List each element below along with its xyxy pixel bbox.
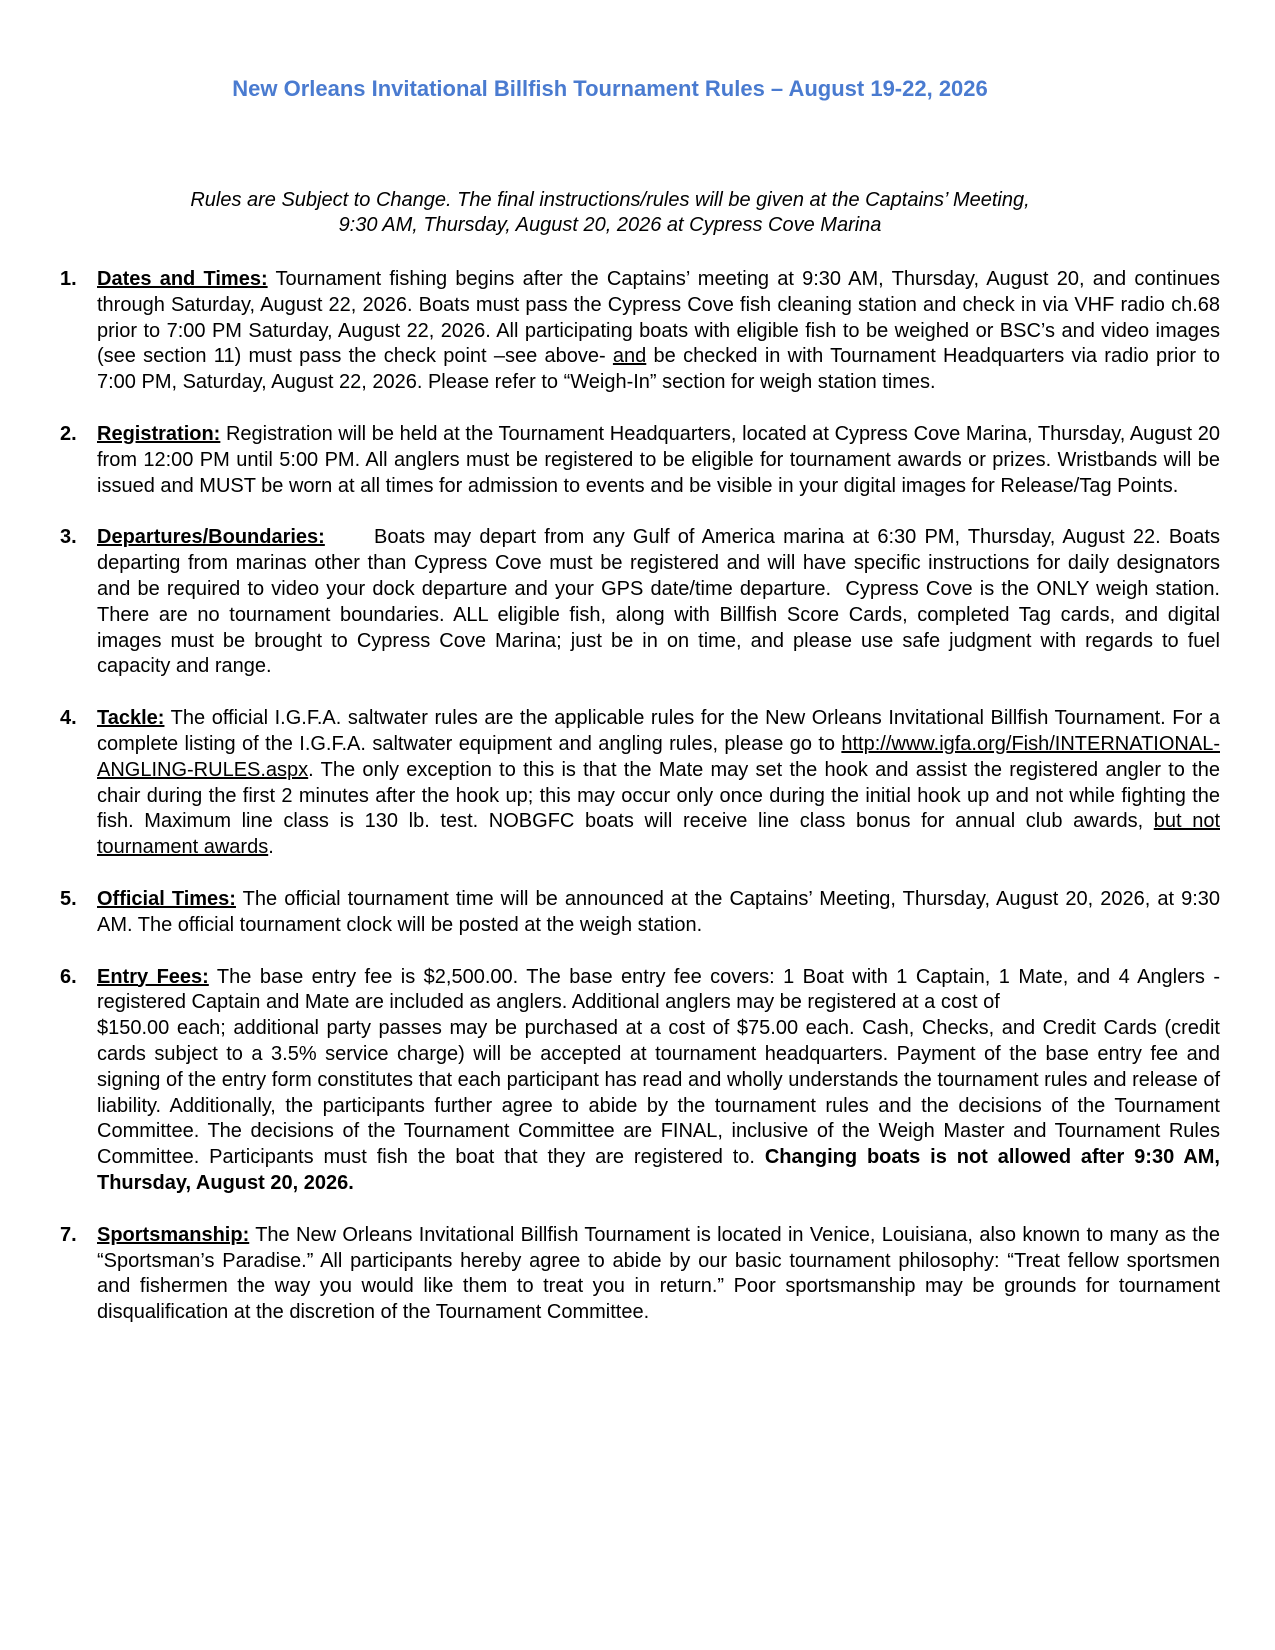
rule-number: 1. [60,268,77,290]
rule-number: 5. [60,887,77,910]
subtitle [0,188,1220,238]
bold-notice: Changing boats is not allowed after 9:30 AM, Thursday, August 20, 2026. [97,1146,1220,1194]
rule-entry-fees [0,965,1275,1197]
rule-heading: Tackle: [97,707,165,730]
rule-heading: Registration: [97,422,221,445]
rule-body [97,887,1220,939]
igfa-rules-link[interactable]: http://www.igfa.org/Fish/INTERNATIONAL-ANGLING-RULES.aspx [97,732,1220,781]
rule-heading: Dates and Times: [97,268,268,290]
rule-number: 6. [60,965,77,988]
underlined-text: and [612,345,647,368]
rule-sportsmanship [0,1223,1275,1326]
rule-heading: Sportsmanship: [97,1223,250,1246]
rule-text: be checked in with Tournament Headquarters via radio prior to 7:00 PM, Saturday, August 22, 2026. Please refer to “Weigh-In” section for weigh station times. [97,345,1220,394]
page-title: New Orleans Invitational Billfish Tournament Rules – August 19-22, 2026 [232,76,988,101]
rules-list [0,267,1275,1352]
rule-text: . The only exception to this is that the Mate may set the hook and assist the registered angler to the chair during the first 2 minutes after the hook up; this may occur only once during the initial hook up and not while fighting the fish. Maximum line class is 130 lb. test. NOBGFC boats will receive line class bonus for annual club awards, [97,758,1220,833]
rule-text: Registration will be held at the Tournament Headquarters, located at Cypress Cove Marina, Thursday, August 20 from 12:00 PM until 5:00 PM. All anglers must be registered to be eligible for tournament awards or prizes. Wristbands will be issued and MUST be worn at all times for admission to events and be visible in your digital images for Release/Tag Points. [97,422,1220,497]
rule-number: 4. [60,707,77,730]
rule-heading: Official Times: [97,887,236,910]
rule-number: 2. [60,422,77,445]
rule-text: $150.00 each; additional party passes may be purchased at a cost of $75.00 each. Cash, Checks, and Credit Cards (credit cards subject to a 3.5% service charge) will be accepted at tournament headquarters. Payment of the base entry fee and signing of the entry form constitutes that each participant has read and wholly understands the tournament rules and release of liability. Additionally, the participants further agree to abide by the tournament rules and the decisions of the Tournament Committee. The decisions of the Tournament Committee are FINAL, inclusive of the Weigh Master and Tournament Rules Committee. Participants must fish the boat that they are registered to. [97,1017,1220,1169]
rule-official-times [0,887,1275,939]
rule-body [97,1223,1220,1326]
rule-tackle [0,706,1275,861]
rule-heading: Departures/Boundaries: [97,526,325,549]
rule-text: The New Orleans Invitational Billfish Tournament is located in Venice, Louisiana, also known to many as the “Sportsman’s Paradise.” All participants hereby agree to abide by our basic tournament philosophy: “Treat fellow sportsmen and fishermen the way you would like them to treat you in return.” Poor sportsmanship may be grounds for tournament disqualification at the discretion of the Tournament Committee. [97,1223,1220,1324]
rule-text: The official I.G.F.A. saltwater rules are the applicable rules for the New Orleans Invitational Billfish Tournament. For a complete listing of the I.G.F.A. saltwater equipment and angling rules, please go to [97,707,1220,755]
rule-body [97,267,1220,396]
rule-heading: Entry Fees: [97,965,209,988]
rule-number: 7. [60,1223,77,1246]
rule-text: Boats may depart from any Gulf of America marina at 6:30 PM, Thursday, August 22. Boats departing from marinas other than Cypress Cove must be registered and will have specific instructions for daily designators and be required to video your dock departure and your GPS date/time departure. Cypress Cove is the ONLY weigh station. There are no tournament boundaries. ALL eligible fish, along with Billfish Score Cards, completed Tag cards, and digital images must be brought to Cypress Cove Marina; just be in on time, and please use safe judgment with regards to fuel capacity and range. [97,526,1226,678]
subtitle-line-2: 9:30 AM, Thursday, August 20, 2026 at Cypress Cove Marina [338,214,882,236]
rule-body [97,706,1220,861]
rule-number: 3. [60,526,77,549]
rule-body [97,525,1226,680]
rule-text: Tournament fishing begins after the Captains’ meeting at 9:30 AM, Thursday, August 20, and continues through Saturday, August 22, 2026. Boats must pass the Cypress Cove fish cleaning station and check in via VHF radio ch.68 prior to 7:00 PM Saturday, August 22, 2026. All participating boats with eligible fish to be weighed or BSC’s and video images (see section 11) must pass the check point –see above- [97,268,1220,368]
rule-body [97,422,1220,499]
rule-paragraph [97,965,1220,1017]
rule-text: The official tournament time will be announced at the Captains’ Meeting, Thursday, August 20, 2026, at 9:30 AM. The official tournament clock will be posted at the weigh station. [97,887,1220,936]
underlined-text: but not tournament awards [97,810,1220,859]
subtitle-line-1: Rules are Subject to Change. The final instructions/rules will be given at the Captains’ Meeting, [190,189,1030,211]
rule-paragraph [97,1016,1220,1197]
rule-departures-boundaries [0,525,1275,680]
rule-text: . [268,836,274,859]
rule-registration [0,422,1275,499]
rule-body [97,965,1220,1197]
rule-text: The base entry fee is $2,500.00. The base entry fee covers: 1 Boat with 1 Captain, 1 Mate, and 4 Anglers - registered Captain and Mate are included as anglers. Additional anglers may be registered at a cost of [97,965,1220,1014]
rule-dates-and-times [0,267,1275,396]
